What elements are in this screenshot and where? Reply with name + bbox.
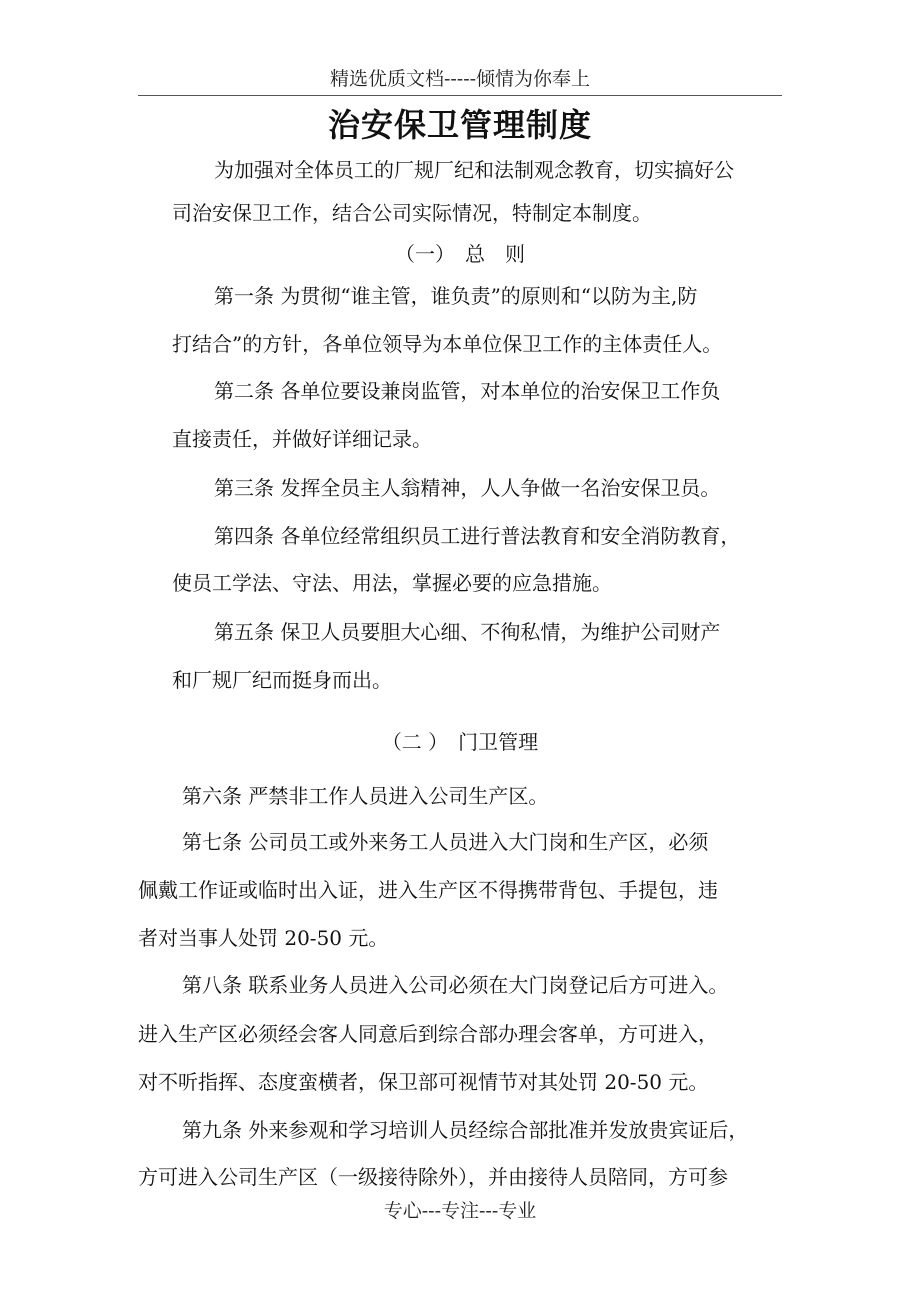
article-2-line-1: 第二条 各单位要设兼岗监管，对本单位的治安保卫工作负 bbox=[214, 379, 721, 403]
section-1-heading: （一） 总 则 bbox=[395, 242, 525, 266]
article-8-line-3: 对不听指挥、态度蛮横者，保卫部可视情节对其处罚 20-50 元。 bbox=[138, 1070, 709, 1094]
intro-line-1: 为加强对全体员工的厂规厂纪和法制观念教育，切实搞好公 bbox=[214, 158, 734, 182]
article-7-line-3: 者对当事人处罚 20-50 元。 bbox=[138, 926, 389, 950]
page-footer: 专心---专注---专业 bbox=[383, 1200, 537, 1222]
article-1-line-1: 第一条 为贯彻“谁主管，谁负责”的原则和“以防为主,防 bbox=[214, 284, 698, 308]
article-9-line-2: 方可进入公司生产区（一级接待除外），并由接待人员陪同，方可参 bbox=[138, 1165, 728, 1189]
article-6-line-1: 第六条 严禁非工作人员进入公司生产区。 bbox=[182, 784, 549, 808]
article-7-line-1: 第七条 公司员工或外来务工人员进入大门岗和生产区，必须 bbox=[182, 830, 709, 854]
article-4-line-1: 第四条 各单位经常组织员工进行普法教育和安全消防教育， bbox=[214, 524, 741, 548]
document-title: 治安保卫管理制度 bbox=[327, 106, 592, 144]
article-5-line-2: 和厂规厂纪而挺身而出。 bbox=[172, 668, 392, 692]
article-9-line-1: 第九条 外来参观和学习培训人员经综合部批准并发放贵宾证后， bbox=[182, 1118, 749, 1142]
section-2-heading: （二 ） 门卫管理 bbox=[381, 730, 539, 754]
intro-line-2: 司治安保卫工作，结合公司实际情况，特制定本制度。 bbox=[172, 201, 652, 225]
header-divider bbox=[138, 95, 782, 96]
article-4-line-2: 使员工学法、守法、用法，掌握必要的应急措施。 bbox=[172, 571, 612, 595]
article-1-line-2: 打结合”的方针，各单位领导为本单位保卫工作的主体责任人。 bbox=[172, 332, 723, 356]
article-7-line-2: 佩戴工作证或临时出入证，进入生产区不得携带背包、手提包，违 bbox=[138, 878, 718, 902]
article-3-line-1: 第三条 发挥全员主人翁精神，人人争做一名治安保卫员。 bbox=[214, 476, 721, 500]
article-5-line-1: 第五条 保卫人员要胆大心细、不徇私情，为维护公司财产 bbox=[214, 620, 721, 644]
page-header: 精选优质文档-----倾情为你奉上 bbox=[329, 68, 591, 90]
article-8-line-2: 进入生产区必须经会客人同意后到综合部办理会客单，方可进入， bbox=[138, 1022, 718, 1046]
article-2-line-2: 直接责任，并做好详细记录。 bbox=[172, 427, 432, 451]
article-8-line-1: 第八条 联系业务人员进入公司必须在大门岗登记后方可进入。 bbox=[182, 973, 729, 997]
